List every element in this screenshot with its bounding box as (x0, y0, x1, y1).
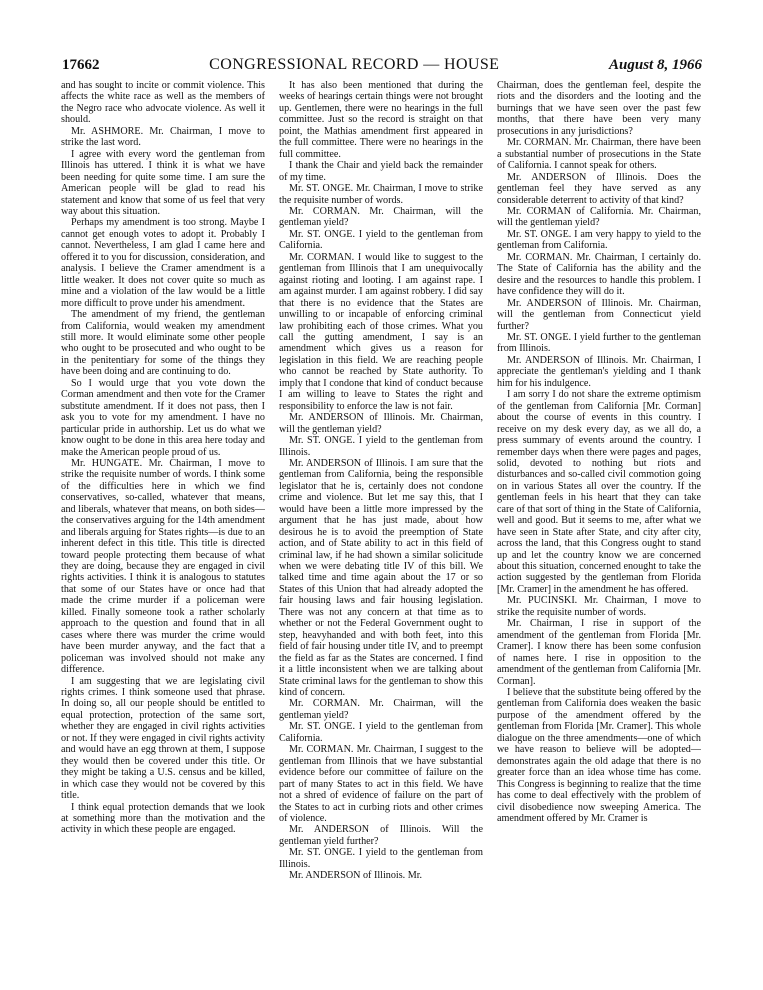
body-paragraph: Mr. ST. ONGE. I yield to the gentleman from Illinois. (279, 435, 483, 458)
body-paragraph: Mr. ST. ONGE. I yield to the gentleman from Illinois. (279, 847, 483, 870)
text-column-left (61, 80, 265, 960)
page-header (62, 56, 702, 78)
page-number: 17662 (62, 57, 100, 73)
body-paragraph: and has sought to incite or commit violence. This affects the white race as well as the members of the Negro race who advocate violence. As well it should. (61, 80, 265, 126)
body-paragraph: Mr. CORMAN. I would like to suggest to the gentleman from Illinois that I am unequivocally against rioting and looting. I am against rape. I am against murder. I am against robbery. I did say that there is no evidence that the States are unwilling to or incapable of enforcing criminal law prohibiting each of those crimes. What you call the gutting amendment, I say is an amendment which gives us a reason for legislation in this field. We are reaching people who cannot be reached by State authority. To imply that I condone that kind of conduct because I am willing to leave to States the right and responsibility to enforce the law is not fair. (279, 251, 483, 412)
body-paragraph: The amendment of my friend, the gentleman from California, would weaken my amendment still more. It would eliminate some other people who ought to be prosecuted and who ought to be in the penitentiary for some of the things they have been doing and are continuing to do. (61, 309, 265, 378)
body-paragraph: So I would urge that you vote down the Corman amendment and then vote for the Cramer substitute amendment. If it does not pass, then I ask you to vote for my amendment. I have no particular pride in authorship. Let us do what we know ought to be done in this area here today and make the American people proud of us. (61, 377, 265, 458)
issue-date: August 8, 1966 (609, 57, 702, 73)
body-paragraph: Mr. CORMAN. Mr. Chairman, will the gentleman yield? (279, 205, 483, 229)
body-paragraph: Mr. ST. ONGE. I yield to the gentleman from California. (279, 228, 483, 252)
body-paragraph: Mr. ANDERSON of Illinois. Mr. (289, 870, 423, 882)
body-paragraph: Mr. CORMAN of California. Mr. Chairman, will the gentleman yield? (497, 205, 701, 229)
body-paragraph: Mr. ANDERSON of Illinois. Mr. Chairman, will the gentleman yield? (279, 412, 483, 435)
body-paragraph: Mr. HUNGATE. Mr. Chairman, I move to strike the requisite number of words. I think some of the difficulties here in which we find conservatives, so-called, whatever that means, and liberals, whatever that means, on both sides—the conservatives arguing for the 14th amendment and liberals arguing for States rights—is due to an inherent defect in this title. This title is directed toward people protecting them because of what they are doing, because they are engaged in civil rights activities. I think it is analogous to statutes that some of our States have or once had that made the crime murder if a policeman were killed. Finally someone took a rather scholarly approach to the question and found that in all cases where there was murder the crime would have been murder anyway, and the fact that a policeman was involved should not make any difference. (61, 457, 265, 676)
body-paragraph: Perhaps my amendment is too strong. Maybe I cannot get enough votes to adopt it. Probably I cannot. Nevertheless, I am glad I came here and offered it to you for discussion, consideration, and analysis. I believe the Cramer amendment is a little weaker. It does not cover quite so much as mine and a violation of the law would be a little more difficult to prove under his amendment. (61, 217, 265, 309)
body-paragraph: Mr. ST. ONGE. I am very happy to yield to the gentleman from California. (497, 228, 701, 252)
body-paragraph: Mr. ST. ONGE. I yield to the gentleman from California. (279, 721, 483, 744)
body-paragraph: Mr. CORMAN. Mr. Chairman, I certainly do. The State of California has the ability and the desire and the resources to handle this problem. I have confidence they will do it. (497, 251, 701, 298)
body-paragraph: Mr. ANDERSON of Illinois. Does the gentleman feel they have served as any considerable deterrent to activity of that kind? (497, 171, 701, 206)
body-paragraph: I am sorry I do not share the extreme optimism of the gentleman from California [Mr. Corman] about the course of events in this country. I receive on my desk every day, as we all do, a press summary of events around the country. I remember days when there were pages and pages, solid, devoted to nothing but riots and disturbances and so-called civil commotion going on in various States all over the country. If the gentleman feels in his heart that they can take care of that sort of thing in the State of California, well and good. But it seems to me, after what we have seen in State after State, and city after city, across the land, that this Congress ought to stand up and let the country know we are concerned about this situation, concerned enought to take the action suggested by the gentleman from Florida [Mr. Cramer] in the amendment he has offered. (497, 389, 701, 595)
body-paragraph: Mr. ST. ONGE. Mr. Chairman, I move to strike the requisite number of words. (279, 183, 483, 206)
body-paragraph: Mr. ANDERSON of Illinois. Will the gentleman yield further? (279, 824, 483, 847)
body-paragraph: Mr. ST. ONGE. I yield further to the gentleman from Illinois. (497, 331, 701, 355)
body-paragraph: I thank the Chair and yield back the remainder of my time. (279, 160, 483, 183)
text-column-right (497, 80, 701, 960)
body-paragraph: Mr. ASHMORE. Mr. Chairman, I move to strike the last word. (61, 125, 265, 149)
body-paragraph: I believe that the substitute being offered by the gentleman from California does weaken the basic purpose of the amendment offered by the gentleman from Florida [Mr. Cramer]. This whole dialogue on the three amendments—one of which we have reason to believe will be adopted—demonstrates again the old adage that there is no greater force than an idea whose time has come. This Congress is beginning to realize that the time has come to deal effectively with the problem of civil disobedience now sweeping America. The amendment offered by Mr. Cramer is (497, 687, 701, 824)
body-paragraph: Mr. Chairman, I rise in support of the amendment of the gentleman from Florida [Mr. Cramer]. I know there has been some confusion of names here. I rise in opposition to the amendment of the gentleman from California [Mr. Corman]. (497, 618, 701, 687)
body-paragraph: I agree with every word the gentleman from Illinois has uttered. I think it is what we have been needing for quite some time. I am sure the American people will be glad to read his statement and know that some of us feel that very way about this situation. (61, 148, 265, 217)
body-paragraph: Mr. ANDERSON of Illinois. I am sure that the gentleman from California, being the responsible legislator that he is, certainly does not condone crime and violence. But let me say this, that I would have been a little more impressed by the argument that he has just made, about how desirous he is to avoid the preemption of State action, and of State ability to act in this field of criminal law, if he had shown a similar solicitude when we were debating title IV of this bill. We talked time and time again about the 17 or so States of this Union that had already adopted the fair housing laws and fair housing legislation. There was not any concern at that time as to whether or not the Federal Government ought to step, heavyhanded and with both feet, into this field of fair housing under title IV, and to preempt the field as far as the States are concerned. I find it a little inconsistent when we are talking about State criminal laws for the gentleman to show this kind of concern. (279, 457, 483, 699)
body-paragraph: I think equal protection demands that we look at something more than the motivation and the activity in which these people are engaged. (61, 801, 265, 836)
body-paragraph: It has also been mentioned that during the weeks of hearings certain things were not brought up. Gentlemen, there were no hearings in the full committee. Just so the record is straight on that point, the Mathias amendment first appeared in the full committee. There were no hearings in the full committee. (279, 80, 483, 160)
body-paragraph: I am suggesting that we are legislating civil rights crimes. I think someone used that phrase. In doing so, all our people should be entitled to equal protection, protection of the same sort, whether they are engaged in civil rights activities or not. If they were engaged in civil rights activity and would have an egg thrown at them, I suppose they would then be covered under this title. Or they might be taking a U.S. census and be killed, in which case they would not be covered by this title. (61, 675, 265, 802)
body-paragraph: Mr. CORMAN. Mr. Chairman, there have been a substantial number of prosecutions in the State of California. I cannot speak for others. (497, 137, 701, 172)
body-paragraph: Mr. ANDERSON of Illinois. Mr. Chairman, I appreciate the gentleman's yielding and I thank him for his indulgence. (497, 354, 701, 389)
body-paragraph: Mr. PUCINSKI. Mr. Chairman, I move to strike the requisite number of words. (497, 595, 701, 618)
text-column-middle (279, 80, 483, 960)
body-paragraph: Mr. CORMAN. Mr. Chairman, I suggest to the gentleman from Illinois that we have substantial evidence before our committee of failure on the part of many States to act in this field. We have not a shred of evidence of failure on the part of the States to act in curbing riots and other crimes of violence. (279, 744, 483, 824)
journal-title: CONGRESSIONAL RECORD — HOUSE (209, 56, 500, 73)
body-paragraph: Mr. ANDERSON of Illinois. Mr. Chairman, will the gentleman from Connecticut yield further? (497, 297, 701, 332)
body-paragraph: Chairman, does the gentleman feel, despite the riots and the disorders and the looting and the burnings that we have seen over the past few months, that there have been very many prosecutions in any jurisdictions? (497, 80, 701, 137)
body-paragraph: Mr. CORMAN. Mr. Chairman, will the gentleman yield? (279, 698, 483, 721)
